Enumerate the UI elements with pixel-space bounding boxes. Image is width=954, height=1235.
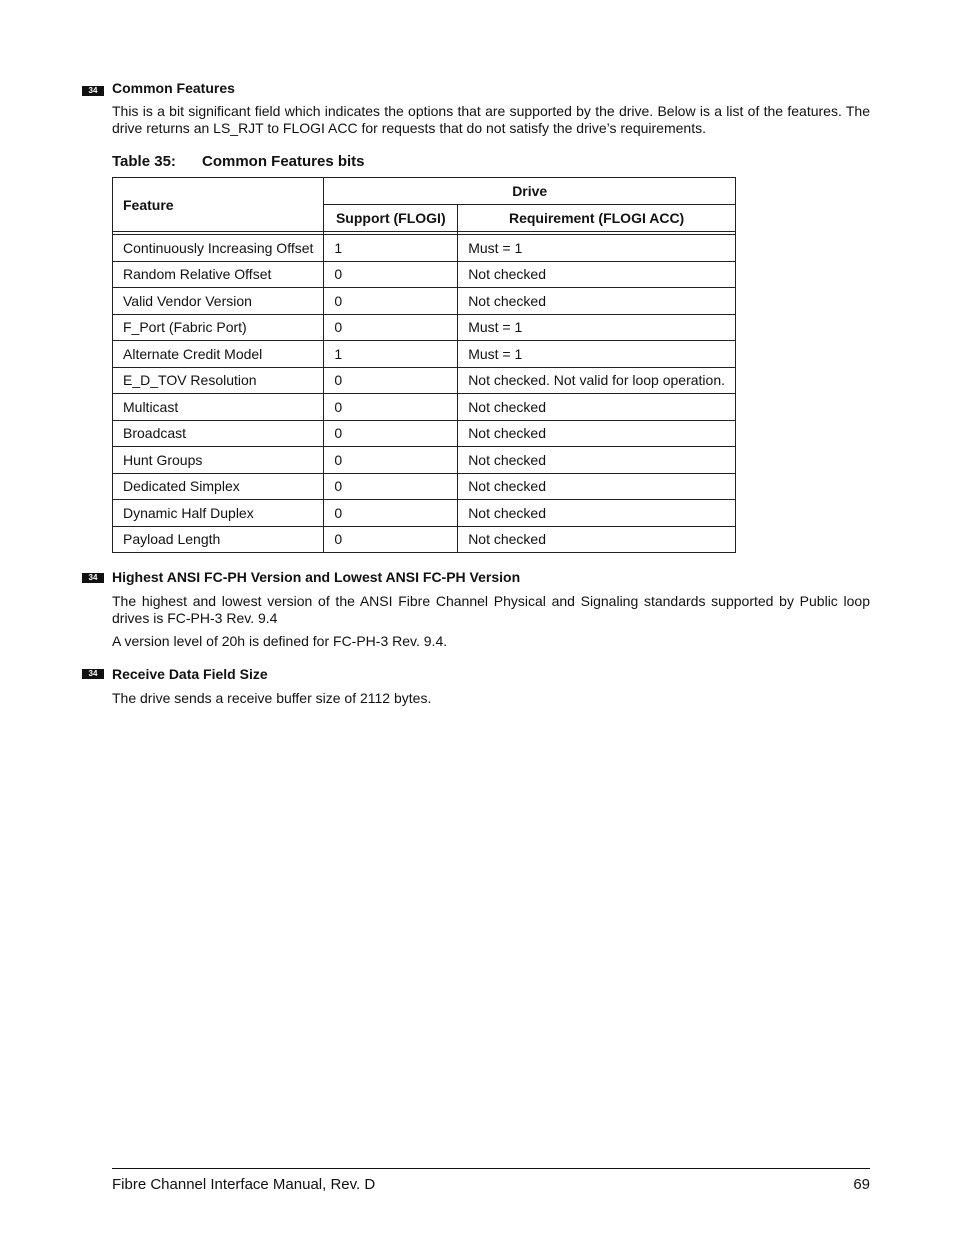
cell-feature: Valid Vendor Version — [113, 288, 324, 315]
cell-feature: Dedicated Simplex — [113, 473, 324, 500]
cell-support: 0 — [324, 261, 458, 288]
table-number: Table 35: — [112, 153, 176, 170]
cell-requirement: Not checked — [458, 526, 736, 553]
table-row — [113, 261, 736, 288]
common-features-table — [112, 177, 736, 553]
footer-title: Fibre Channel Interface Manual, Rev. D — [112, 1176, 376, 1193]
table-row — [113, 420, 736, 447]
header-support: Support (FLOGI) — [324, 205, 458, 232]
page-number: 69 — [853, 1176, 870, 1193]
cell-feature: Hunt Groups — [113, 447, 324, 474]
cell-support: 0 — [324, 288, 458, 315]
section-heading-common-features: Common Features — [112, 80, 235, 96]
section-text-common-features: This is a bit significant field which indicates the options that are supported by the drive. Below is a list of the features. The drive returns an LS_RJT to FLOGI ACC for requests that do not satisfy the drive’s requirements. — [112, 103, 870, 136]
table-row — [113, 235, 736, 262]
section-heading-receive-data: Receive Data Field Size — [112, 666, 268, 682]
table-row — [113, 288, 736, 315]
header-drive: Drive — [324, 178, 736, 205]
cell-feature: Random Relative Offset — [113, 261, 324, 288]
cell-feature: F_Port (Fabric Port) — [113, 314, 324, 341]
cell-requirement: Not checked. Not valid for loop operation. — [458, 367, 736, 394]
cell-support: 0 — [324, 473, 458, 500]
section-marker: 34 — [82, 86, 104, 96]
table-caption — [112, 153, 365, 170]
table-row — [113, 447, 736, 474]
table-row — [113, 367, 736, 394]
cell-requirement: Must = 1 — [458, 235, 736, 262]
section-heading-fc-ph-version: Highest ANSI FC-PH Version and Lowest ANSI FC-PH Version — [112, 569, 521, 585]
cell-requirement: Not checked — [458, 500, 736, 527]
cell-requirement: Must = 1 — [458, 341, 736, 368]
cell-support: 0 — [324, 526, 458, 553]
cell-support: 0 — [324, 394, 458, 421]
cell-feature: Dynamic Half Duplex — [113, 500, 324, 527]
section-text-version-level: A version level of 20h is defined for FC-PH-3 Rev. 9.4. — [112, 633, 448, 649]
header-requirement: Requirement (FLOGI ACC) — [458, 205, 736, 232]
cell-requirement: Not checked — [458, 288, 736, 315]
header-feature: Feature — [113, 178, 324, 232]
table-row — [113, 394, 736, 421]
cell-requirement: Not checked — [458, 394, 736, 421]
table-row — [113, 500, 736, 527]
cell-support: 1 — [324, 341, 458, 368]
cell-feature: E_D_TOV Resolution — [113, 367, 324, 394]
cell-requirement: Not checked — [458, 447, 736, 474]
section-text-fc-ph-version: The highest and lowest version of the ANSI Fibre Channel Physical and Signaling standards supported by Public loop drives is FC-PH-3 Rev. 9.4 — [112, 593, 870, 626]
cell-feature: Multicast — [113, 394, 324, 421]
cell-requirement: Not checked — [458, 420, 736, 447]
cell-support: 0 — [324, 447, 458, 474]
cell-support: 0 — [324, 500, 458, 527]
cell-feature: Alternate Credit Model — [113, 341, 324, 368]
table-row — [113, 341, 736, 368]
cell-requirement: Must = 1 — [458, 314, 736, 341]
cell-feature: Continuously Increasing Offset — [113, 235, 324, 262]
cell-requirement: Not checked — [458, 261, 736, 288]
table-row — [113, 526, 736, 553]
cell-support: 0 — [324, 314, 458, 341]
table-row — [113, 314, 736, 341]
cell-feature: Payload Length — [113, 526, 324, 553]
footer-rule — [112, 1168, 870, 1169]
cell-support: 1 — [324, 235, 458, 262]
section-marker: 34 — [82, 573, 104, 583]
cell-feature: Broadcast — [113, 420, 324, 447]
table-row — [113, 473, 736, 500]
cell-requirement: Not checked — [458, 473, 736, 500]
table-title: Common Features bits — [202, 153, 365, 170]
cell-support: 0 — [324, 367, 458, 394]
cell-support: 0 — [324, 420, 458, 447]
section-marker: 34 — [82, 669, 104, 679]
section-text-receive-data: The drive sends a receive buffer size of 2112 bytes. — [112, 690, 432, 706]
